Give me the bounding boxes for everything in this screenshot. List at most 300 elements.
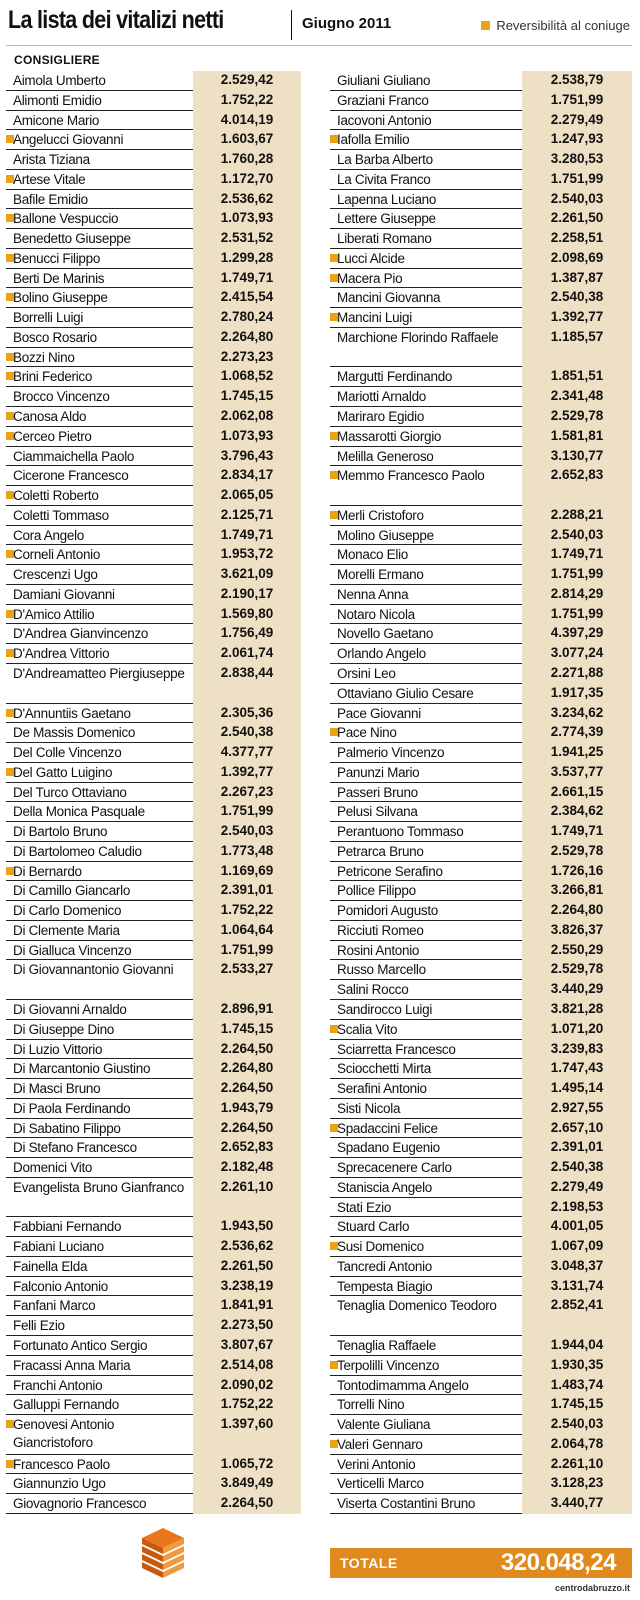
pension-value: 2.774,39 [522,723,632,743]
table-row [6,209,301,229]
pension-value: 2.834,17 [193,466,301,486]
councillor-name: Domenici Vito [13,1160,93,1176]
councillor-name: Passeri Bruno [337,784,418,800]
pension-value: 2.267,23 [193,783,301,803]
table-row [330,71,632,91]
councillor-name: Sciocchetti Mirta [337,1061,431,1077]
pension-value: 2.540,38 [193,723,301,743]
pension-value: 2.384,62 [522,802,632,822]
pension-value: 2.264,80 [522,901,632,921]
pension-value: 2.065,05 [193,486,301,506]
table-row [330,1217,632,1237]
right-column [330,71,632,1514]
pension-value: 2.550,29 [522,941,632,961]
councillor-name: Fabbiani Fernando [13,1219,122,1235]
pension-value: 1.953,72 [193,545,301,565]
table-row [6,1474,301,1494]
councillor-name: Di Bernardo [13,863,82,879]
pension-value: 3.234,62 [522,704,632,724]
councillor-name: Benucci Filippo [13,250,101,266]
pension-value: 2.062,08 [193,407,301,427]
table-row [6,249,301,269]
table-row [330,862,632,882]
councillor-name: Perantuono Tommaso [337,824,464,840]
table-row [6,348,301,368]
councillor-name: Fracassi Anna Maria [13,1357,131,1373]
table-row [6,1099,301,1119]
table-row [6,150,301,170]
table-row [330,1237,632,1257]
pension-value: 1.065,72 [193,1455,301,1475]
table-row [330,1257,632,1277]
table-row [330,1474,632,1494]
councillor-name: Sisti Nicola [337,1100,401,1116]
councillor-name: Del Colle Vincenzo [13,745,122,761]
table-row [330,585,632,605]
pension-value: 1.569,80 [193,605,301,625]
pension-value: 3.130,77 [522,447,632,467]
councillor-name: Bosco Rosario [13,329,97,345]
councillor-name: Molino Giuseppe [337,527,434,543]
councillor-name: Damiani Giovanni [13,586,115,602]
councillor-name: Coletti Tommaso [13,507,109,523]
table-row [330,901,632,921]
table-row [330,743,632,763]
table-row [6,1237,301,1257]
councillor-name: Angelucci Giovanni [13,132,124,148]
councillor-name: Di Sabatino Filippo [13,1120,121,1136]
table-row [330,763,632,783]
pension-value: 2.538,79 [522,71,632,91]
table-row [330,822,632,842]
table-row [330,190,632,210]
councillor-name: Coletti Roberto [13,488,99,504]
councillor-name: Margutti Ferdinando [337,369,453,385]
pension-value: 1.247,93 [522,130,632,150]
table-row [6,1217,301,1237]
table-row [6,447,301,467]
table-row [330,1099,632,1119]
table-row [330,269,632,289]
table-row [6,1138,301,1158]
table-row [6,111,301,131]
councillor-name: Serafini Antonio [337,1081,427,1097]
pension-value: 2.540,38 [522,1158,632,1178]
table-row [6,1158,301,1178]
councillor-name: Sandirocco Luigi [337,1001,433,1017]
councillor-name: Fabiani Luciano [13,1239,104,1255]
pension-value: 1.299,28 [193,249,301,269]
pension-value: 2.529,42 [193,71,301,91]
pension-value: 2.261,50 [522,209,632,229]
total-label: TOTALE [340,1555,398,1571]
councillor-name: Lucci Alcide [337,250,405,266]
councillor-name: Orlando Angelo [337,646,426,662]
table-row [330,545,632,565]
pension-value: 4.377,77 [193,743,301,763]
table-row [330,881,632,901]
councillor-name: Valeri Gennaro [337,1436,423,1452]
table-row [330,624,632,644]
pension-value: 2.090,02 [193,1376,301,1396]
table-row [6,1415,301,1455]
table-row [330,1138,632,1158]
table-row [6,1079,301,1099]
table-row [330,1277,632,1297]
councillor-name: Aimola Umberto [13,73,106,88]
pension-value: 1.172,70 [193,170,301,190]
table-row [330,1415,632,1435]
pension-value: 2.264,50 [193,1079,301,1099]
councillor-name: Fanfani Marco [13,1298,96,1314]
table-row [6,170,301,190]
stack-logo-icon [138,1520,188,1580]
councillor-name: Di Masci Bruno [13,1081,101,1097]
table-row [6,1455,301,1475]
councillor-name: Del Gatto Luigino [13,764,113,780]
table-row [330,842,632,862]
councillor-name: Verini Antonio [337,1456,416,1472]
header [8,6,632,42]
pension-value: 1.944,04 [522,1336,632,1356]
pension-value: 3.128,23 [522,1474,632,1494]
pension-value: 3.077,24 [522,644,632,664]
table-row [330,783,632,803]
table-row [6,1316,301,1336]
councillor-name: Bozzi Nino [13,349,75,365]
councillor-name: Spadaccini Felice [337,1120,438,1136]
pension-value: 3.826,37 [522,921,632,941]
pension-value: 1.726,16 [522,862,632,882]
councillor-name: Mancini Giovanna [337,290,441,306]
header-rule [6,45,632,46]
table-row [6,486,301,506]
pension-value: 2.098,69 [522,249,632,269]
table-row [6,367,301,387]
councillor-name: Staniscia Angelo [337,1179,433,1195]
pension-value: 1.851,51 [522,367,632,387]
table-row [6,1020,301,1040]
date-label: Giugno 2011 [302,15,392,32]
table-row [330,526,632,546]
table-row [330,130,632,150]
councillor-name: Artese Vitale [13,171,86,187]
table-row [330,1395,632,1415]
councillor-name: Stuard Carlo [337,1219,410,1235]
councillor-name: Amicone Mario [13,112,100,128]
page-title: La lista dei vitalizi netti [8,6,224,34]
table-row [6,269,301,289]
councillor-name: Palmerio Vincenzo [337,745,445,761]
table-row [330,111,632,131]
pension-value: 2.305,36 [193,704,301,724]
table-row [330,249,632,269]
councillor-name: Stati Ezio [337,1199,392,1215]
pension-value: 1.169,69 [193,862,301,882]
table-row [330,605,632,625]
table-row [6,1059,301,1079]
pension-value: 2.896,91 [193,1000,301,1020]
pension-value: 3.796,43 [193,447,301,467]
table-row [330,308,632,328]
pension-value: 2.264,80 [193,328,301,348]
table-row [6,1336,301,1356]
councillor-name: Marchione Florindo Raffaele [337,329,499,345]
pension-value: 2.064,78 [522,1435,632,1455]
councillor-name: Di Carlo Domenico [13,903,122,919]
table-row [330,1178,632,1198]
councillor-name: Falconio Antonio [13,1278,109,1294]
pension-value: 1.760,28 [193,150,301,170]
table-row [6,328,301,348]
pension-value: 2.533,27 [193,960,301,1000]
pension-value: 1.752,22 [193,91,301,111]
councillor-name: Spadano Eugenio [337,1140,440,1156]
pension-value: 1.751,99 [522,605,632,625]
councillor-name: Franchi Antonio [13,1377,103,1393]
pension-value: 2.271,88 [522,664,632,684]
councillor-name: Di Bartolo Bruno [13,824,108,840]
councillor-name: Tenaglia Raffaele [337,1338,436,1353]
pension-value: 1.073,93 [193,427,301,447]
pension-value: 2.540,03 [522,1415,632,1435]
councillor-name: De Massis Domenico [13,725,136,741]
pension-value: 1.064,64 [193,921,301,941]
councillor-name: Novello Gaetano [337,626,434,642]
councillor-name: Borrelli Luigi [13,310,84,326]
table-row [6,1277,301,1297]
councillor-name: D'Amico Attilio [13,606,95,622]
councillor-name: Arista Tiziana [13,152,90,168]
councillor-name: Massarotti Giorgio [337,428,442,444]
pension-value: 3.440,29 [522,980,632,1000]
table-row [6,1000,301,1020]
table-row [330,367,632,387]
councillor-name: Pace Nino [337,725,397,741]
councillor-name: Petrarca Bruno [337,843,424,859]
councillor-name: Russo Marcello [337,962,426,978]
councillor-name: Bafile Emidio [13,191,88,207]
table-row [6,723,301,743]
councillor-name: Francesco Paolo [13,1456,110,1472]
source-credit: centrodabruzzo.it [554,1583,630,1593]
councillor-name: Pollice Filippo [337,883,416,899]
pension-value: 3.807,67 [193,1336,301,1356]
pension-value: 2.391,01 [193,881,301,901]
pension-value: 2.652,83 [193,1138,301,1158]
table-row [330,1494,632,1514]
pension-value: 1.749,71 [193,269,301,289]
pension-value: 3.621,09 [193,565,301,585]
pension-value: 1.841,91 [193,1296,301,1316]
councillor-name: Di Gialluca Vincenzo [13,942,132,958]
table-row [6,190,301,210]
councillor-name: Di Marcantonio Giustino [13,1061,151,1077]
pension-value: 2.536,62 [193,190,301,210]
table-row [330,1158,632,1178]
pension-value: 2.125,71 [193,506,301,526]
councillor-name: Cerceo Pietro [13,428,92,444]
total-value: 320.048,24 [500,1549,616,1576]
pension-value: 1.752,22 [193,1395,301,1415]
councillor-name: Mariotti Arnaldo [337,389,426,405]
councillor-name: La Barba Alberto [337,152,433,168]
pension-value: 2.261,10 [522,1455,632,1475]
pension-value: 1.756,49 [193,624,301,644]
pension-value: 2.529,78 [522,842,632,862]
pension-value: 1.751,99 [193,941,301,961]
pension-value: 2.190,17 [193,585,301,605]
table-row [6,743,301,763]
table-row [6,704,301,724]
councillor-name: Galluppi Fernando [13,1397,119,1413]
table-row [330,1020,632,1040]
table-row [330,328,632,368]
pension-value: 1.071,20 [522,1020,632,1040]
table-row [330,980,632,1000]
table-row [6,526,301,546]
councillor-name: D'Annuntiis Gaetano [13,705,131,721]
table-row [6,783,301,803]
pension-value: 1.073,93 [193,209,301,229]
pension-value: 1.917,35 [522,684,632,704]
table-row [330,229,632,249]
table-row [330,664,632,684]
pension-value: 1.751,99 [522,91,632,111]
pension-value: 1.068,52 [193,367,301,387]
pension-value: 2.279,49 [522,111,632,131]
councillor-name: Pelusi Silvana [337,804,418,820]
pension-value: 2.780,24 [193,308,301,328]
councillor-name: Della Monica Pasquale [13,804,145,820]
table-row [330,1198,632,1218]
councillor-name: Torrelli Nino [337,1397,405,1413]
table-row [6,387,301,407]
pension-value: 2.198,53 [522,1198,632,1218]
pension-value: 1.749,71 [522,822,632,842]
councillor-name: Tempesta Biagio [337,1278,433,1294]
pension-value: 2.927,55 [522,1099,632,1119]
table-row [6,545,301,565]
councillor-name: Notaro Nicola [337,606,415,622]
table-row [6,1296,301,1316]
pension-value: 1.185,57 [522,328,632,368]
pension-value: 2.852,41 [522,1296,632,1336]
councillor-name: Pomidori Augusto [337,903,439,919]
councillor-name: Mariraro Egidio [337,409,425,425]
table-row [330,288,632,308]
councillor-name: Mancini Luigi [337,310,412,326]
table-row [6,407,301,427]
pension-value: 1.745,15 [193,387,301,407]
pension-value: 1.397,60 [193,1415,301,1455]
table-row [330,1059,632,1079]
pension-value: 3.280,53 [522,150,632,170]
table-row [6,881,301,901]
table-row [6,1376,301,1396]
pension-value: 1.745,15 [522,1395,632,1415]
pension-value: 2.814,29 [522,585,632,605]
pension-value: 2.264,50 [193,1119,301,1139]
pension-value: 4.014,19 [193,111,301,131]
table-row [330,565,632,585]
councillor-name: Graziani Franco [337,92,429,108]
table-row [6,664,301,704]
pension-value: 1.751,99 [522,565,632,585]
table-row [330,170,632,190]
pension-value: 2.529,78 [522,960,632,980]
table-row [6,822,301,842]
councillor-name: Berti De Marinis [13,270,105,286]
pension-value: 2.341,48 [522,387,632,407]
pension-value: 4.001,05 [522,1217,632,1237]
table-row [330,644,632,664]
councillor-name: Tontodimamma Angelo [337,1377,469,1393]
pension-value: 1.752,22 [193,901,301,921]
councillor-name: Fainella Elda [13,1258,88,1274]
table-row [330,1336,632,1356]
pension-value: 2.531,52 [193,229,301,249]
councillor-name: Memmo Francesco Paolo [337,468,485,484]
councillor-name: Canosa Aldo [13,409,87,425]
table-row [6,921,301,941]
councillor-name: Genovesi Antonio Giancristoforo [13,1417,115,1451]
table-row [330,447,632,467]
pension-value: 1.483,74 [522,1376,632,1396]
councillor-name: Giuliani Giuliano [337,73,431,88]
councillor-name: Di Giuseppe Dino [13,1021,115,1037]
councillor-name: Tenaglia Domenico Teodoro [337,1298,497,1314]
councillor-name: Verticelli Marco [337,1476,424,1492]
councillor-name: Bolino Giuseppe [13,290,108,306]
councillor-name: Di Camillo Giancarlo [13,883,131,899]
pension-value: 1.747,43 [522,1059,632,1079]
pension-value: 2.261,50 [193,1257,301,1277]
councillor-name: Rosini Antonio [337,942,420,958]
councillor-name: Benedetto Giuseppe [13,231,131,247]
councillor-name: Orsini Leo [337,665,396,681]
councillor-name: Cora Angelo [13,527,85,543]
pension-value: 1.067,09 [522,1237,632,1257]
pension-value: 2.540,38 [522,288,632,308]
table-row [6,644,301,664]
pension-value: 3.238,19 [193,1277,301,1297]
councillor-name: Melilla Generoso [337,448,434,464]
pension-value: 3.537,77 [522,763,632,783]
councillor-name: Di Giovanni Arnaldo [13,1001,127,1017]
councillor-name: Monaco Elio [337,547,408,563]
councillor-name: La Civita Franco [337,171,431,187]
pension-value: 2.514,08 [193,1356,301,1376]
table-row [6,802,301,822]
councillor-name: Di Stefano Francesco [13,1140,137,1156]
table-row [330,960,632,980]
table-row [6,1356,301,1376]
legend [481,18,630,33]
councillor-name: Iafolla Emilio [337,132,410,148]
councillor-name: Ballone Vespuccio [13,211,119,227]
table-row [6,130,301,150]
pension-value: 2.264,80 [193,1059,301,1079]
pension-value: 2.273,50 [193,1316,301,1336]
table-row [6,585,301,605]
councillor-name: Di Luzio Vittorio [13,1041,103,1057]
pension-value: 2.391,01 [522,1138,632,1158]
councillor-name: Ricciuti Romeo [337,922,424,938]
pension-value: 2.264,50 [193,1040,301,1060]
councillor-name: Iacovoni Antonio [337,112,432,128]
pension-value: 1.751,99 [193,802,301,822]
